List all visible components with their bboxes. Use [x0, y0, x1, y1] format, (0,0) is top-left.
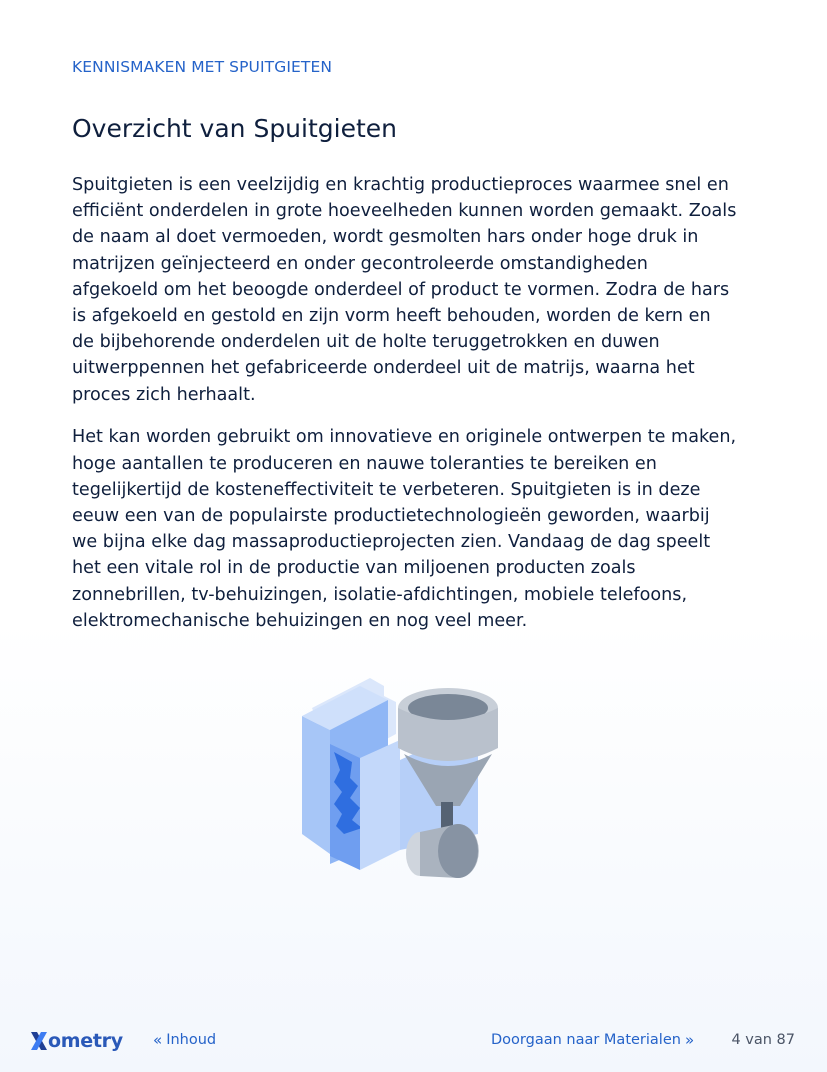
section-eyebrow: KENNISMAKEN MET SPUITGIETEN	[72, 58, 333, 76]
mould-left-face	[302, 716, 330, 854]
double-chevron-right-icon: »	[684, 1030, 695, 1049]
table-of-contents-link[interactable]	[153, 1032, 216, 1048]
next-section-link[interactable]	[491, 1032, 694, 1048]
body-text	[72, 172, 737, 650]
page-number: 4 van 87	[731, 1032, 795, 1048]
logo-text: ometry	[48, 1030, 123, 1052]
footer	[0, 1024, 827, 1060]
page-title: Overzicht van Spuitgieten	[72, 114, 397, 143]
xometry-logo[interactable]	[29, 1026, 123, 1056]
injection-molding-illustration	[300, 674, 500, 896]
xometry-x-icon	[29, 1030, 49, 1052]
barrel-face	[438, 824, 478, 878]
mould-right-face	[360, 740, 400, 870]
next-link-label: Doorgaan naar Materialen	[491, 1032, 681, 1048]
back-link-label: Inhoud	[166, 1032, 217, 1048]
paragraph-2: Het kan worden gebruikt om innovatieve en originele ontwerpen te maken, hoge aantallen te produceren en nauwe toleranties te bereiken en tegelijkertijd de kosteneffectiviteit te verbeteren. Spuitgieten is in deze eeuw een van de populairste productietechnologieën geworden, waarbij we bijna elke dag massaproductieprojecten zien. Vandaag de dag speelt het een vitale rol in de productie van miljoenen producten zoals zonnebrillen, tv-behuizingen, isolatie-afdichtingen, mobiele telefoons, elektromechanische behuizingen en nog veel meer.	[72, 427, 737, 631]
paragraph-1: Spuitgieten is een veelzijdig en krachtig productieproces waarmee snel en efficiënt onderdelen in grote hoeveelheden kunnen worden gemaakt. Zoals de naam al doet vermoeden, wordt gesmolten hars onder hoge druk in matrijzen geïnjecteerd en onder gecontroleerde omstandigheden afgekoeld om het beoogde onderdeel of product te vormen. Zodra de hars is afgekoeld en gestold en zijn vorm heeft behouden, worden de kern en de bijbehorende onderdelen uit de holte teruggetrokken en duwen uitwerppennen het gefabriceerde onderdeel uit de matrijs, waarna het proces zich herhaalt.	[72, 175, 737, 405]
double-chevron-left-icon: «	[153, 1030, 163, 1049]
